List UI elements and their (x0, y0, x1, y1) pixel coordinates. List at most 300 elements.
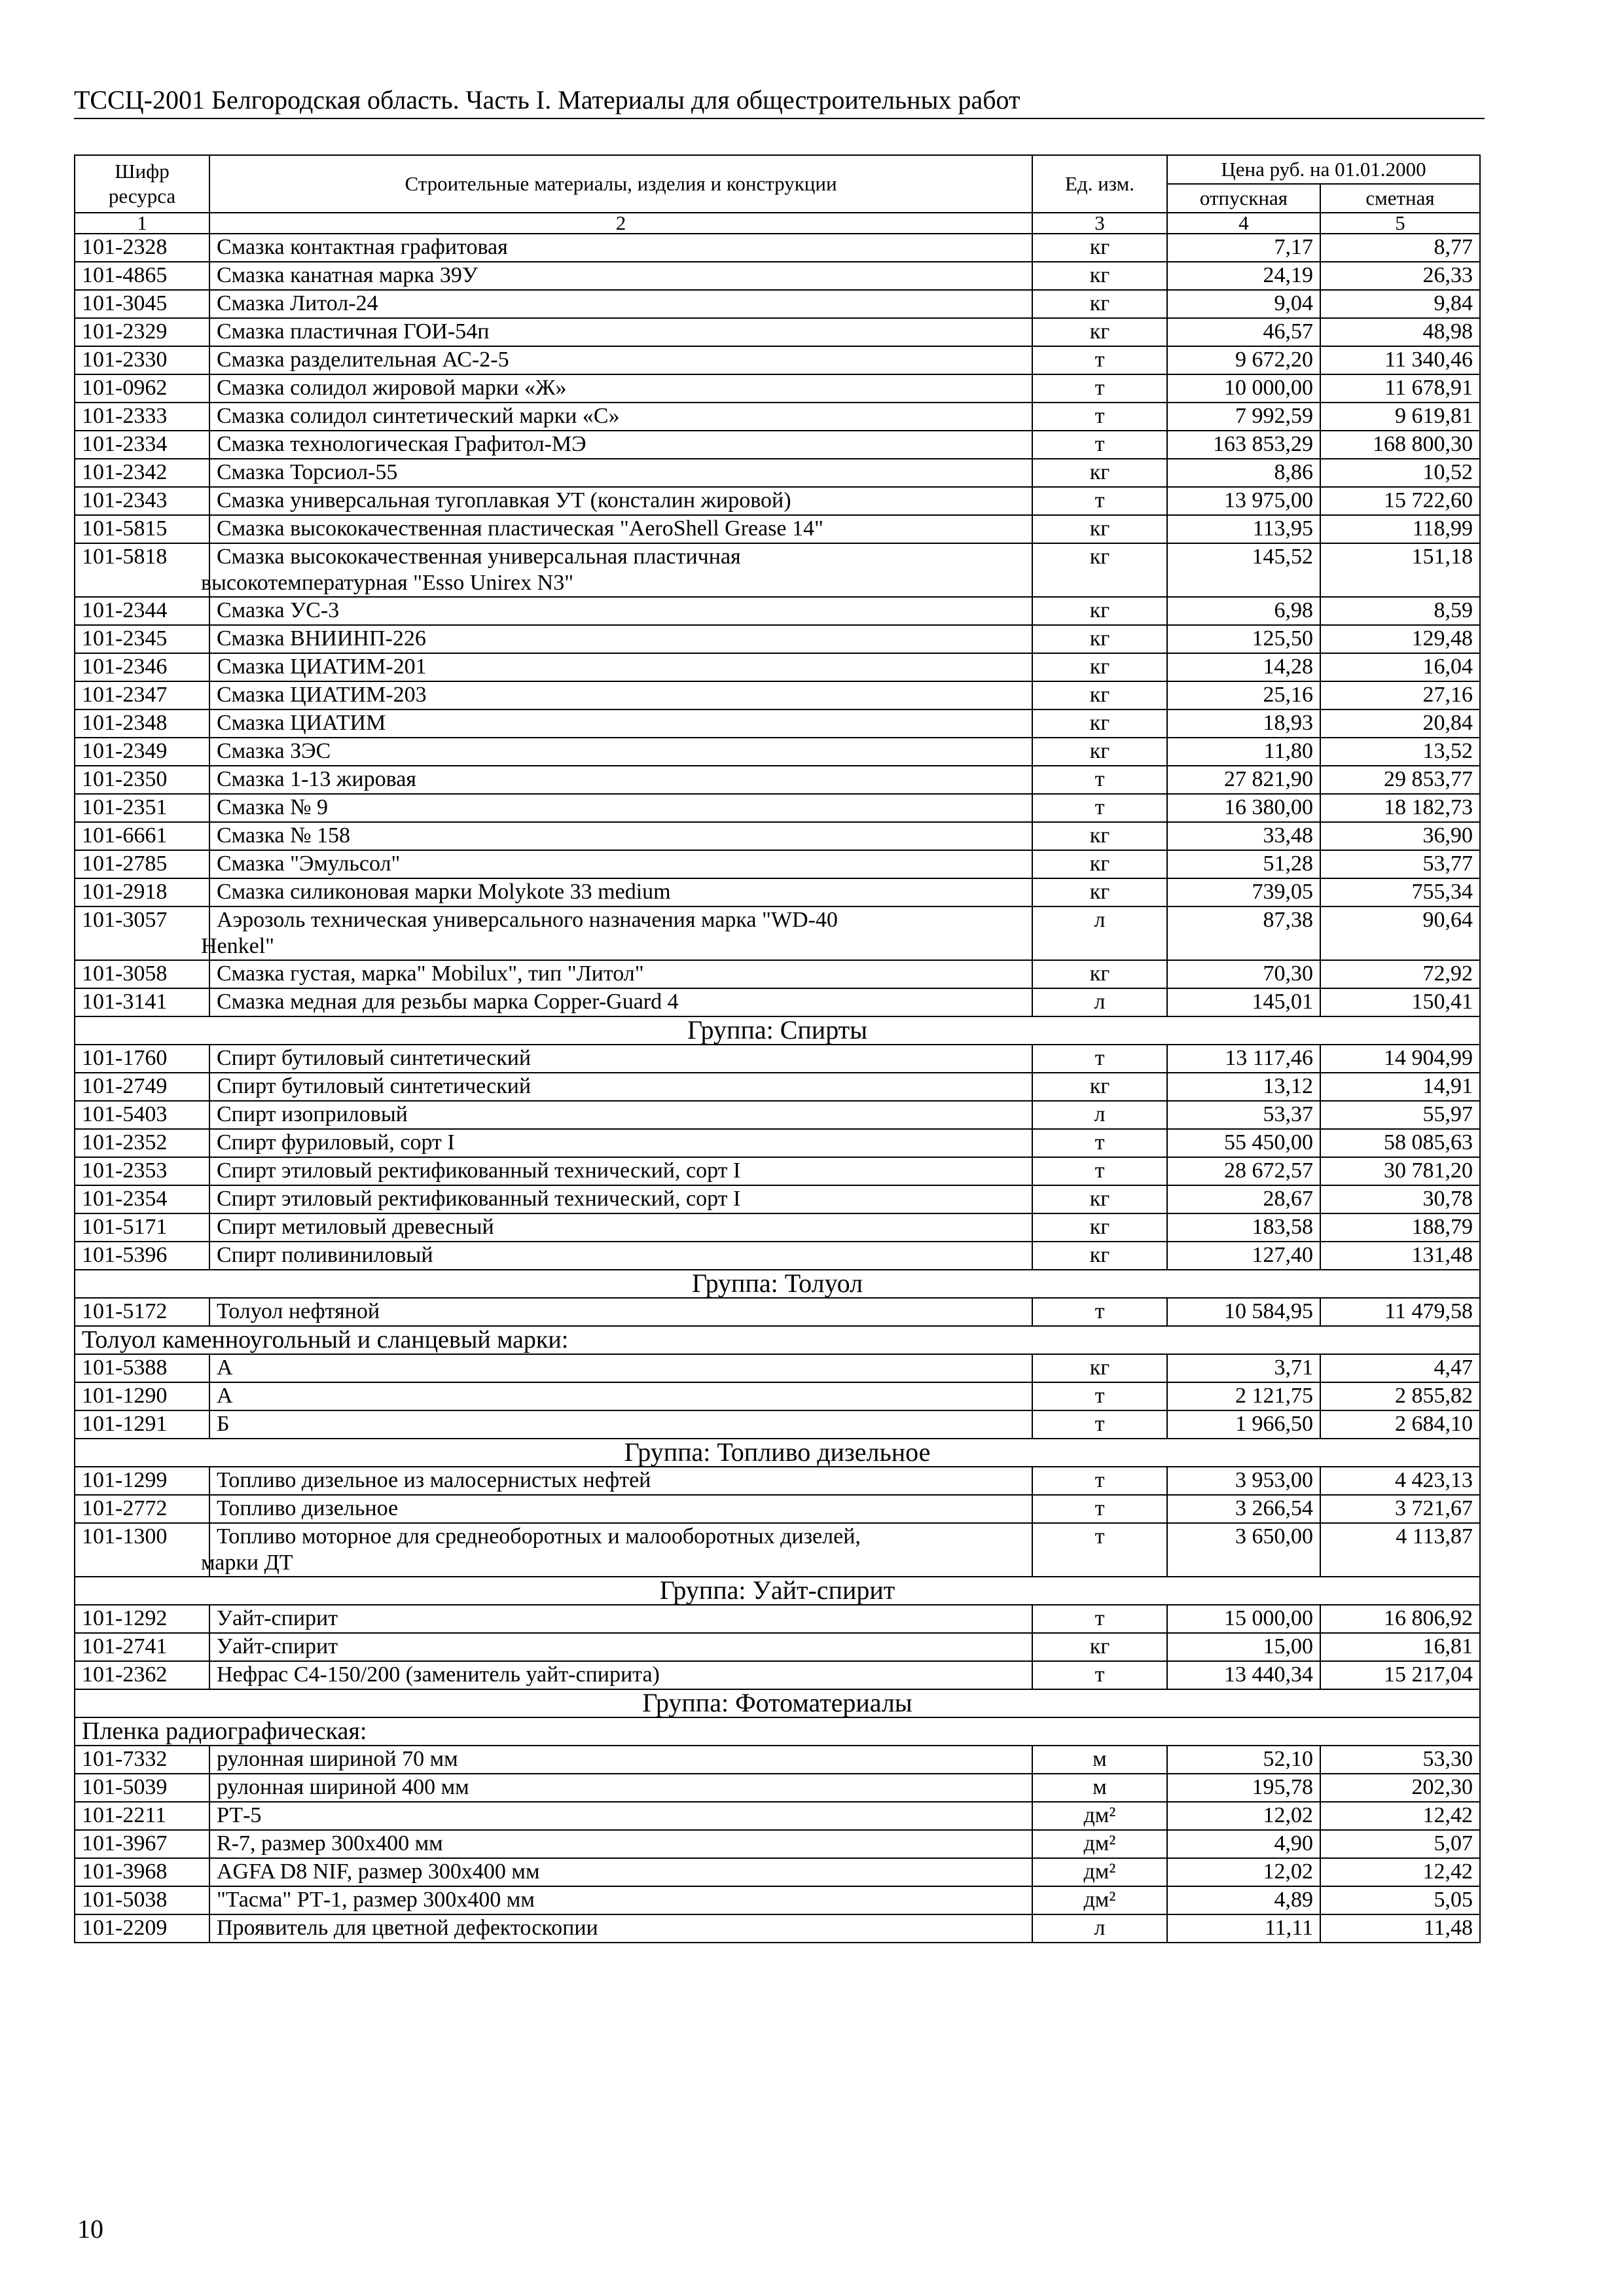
material-name (209, 346, 1032, 374)
table-row (75, 1746, 1480, 1774)
release-price: 46,57 (1167, 318, 1320, 346)
table-row (75, 1467, 1480, 1495)
release-price: 27 821,90 (1167, 766, 1320, 794)
resource-code: 101-5403 (75, 1101, 209, 1129)
release-price: 9,04 (1167, 290, 1320, 318)
table-row (75, 1886, 1480, 1914)
release-price: 24,19 (1167, 262, 1320, 290)
estimate-price: 4 423,13 (1320, 1467, 1480, 1495)
unit-of-measure: кг (1032, 709, 1167, 738)
release-price: 13 117,46 (1167, 1045, 1320, 1073)
estimate-price: 9,84 (1320, 290, 1480, 318)
resource-code: 101-2333 (75, 403, 209, 431)
release-price: 28 672,57 (1167, 1157, 1320, 1185)
estimate-price: 53,30 (1320, 1746, 1480, 1774)
material-name (201, 543, 1032, 597)
unit-of-measure: т (1032, 374, 1167, 403)
material-name (201, 1523, 1032, 1577)
unit-of-measure: кг (1032, 459, 1167, 487)
resource-code: 101-5171 (75, 1213, 209, 1242)
release-price: 13 440,34 (1167, 1661, 1320, 1689)
material-name-line: Толуол нефтяной (217, 1299, 380, 1323)
material-name-line: Смазка ЦИАТИМ-203 (217, 683, 427, 707)
resource-code: 101-5815 (75, 515, 209, 543)
unit-of-measure: дм² (1032, 1830, 1167, 1858)
release-price: 7 992,59 (1167, 403, 1320, 431)
table-row (75, 1242, 1480, 1270)
page-title: ТССЦ-2001 Белгородская область. Часть I. Материалы для общестроительных работ (74, 85, 1020, 115)
estimate-price: 11 340,46 (1320, 346, 1480, 374)
resource-code: 101-2345 (75, 625, 209, 653)
unit-of-measure: т (1032, 1523, 1167, 1577)
estimate-price: 4,47 (1320, 1354, 1480, 1382)
resource-code: 101-1299 (75, 1467, 209, 1495)
unit-of-measure: т (1032, 403, 1167, 431)
table-row (75, 1101, 1480, 1129)
group-title: Группа: Уайт-спирит (75, 1577, 1480, 1605)
material-name (209, 318, 1032, 346)
release-price: 12,02 (1167, 1858, 1320, 1886)
resource-code: 101-1300 (75, 1523, 209, 1577)
estimate-price: 10,52 (1320, 459, 1480, 487)
material-name (209, 1101, 1032, 1129)
material-name-line: R-7, размер 300х400 мм (217, 1831, 443, 1856)
header-name: Строительные материалы, изделия и конструкции (209, 155, 1032, 213)
material-name-line: Смазка ЗЭС (217, 739, 331, 763)
release-price: 1 966,50 (1167, 1410, 1320, 1439)
resource-code: 101-1291 (75, 1410, 209, 1439)
resource-code: 101-5818 (75, 543, 209, 597)
estimate-price: 20,84 (1320, 709, 1480, 738)
unit-of-measure: кг (1032, 234, 1167, 262)
material-name-line: Смазка разделительная АС-2-5 (217, 348, 509, 372)
estimate-price: 755,34 (1320, 878, 1480, 906)
release-price: 145,01 (1167, 988, 1320, 1016)
material-name (209, 374, 1032, 403)
group-title: Группа: Топливо дизельное (75, 1439, 1480, 1467)
material-name-line: Смазка ЦИАТИМ (217, 711, 386, 735)
material-name-line: Уайт-спирит (217, 1634, 338, 1659)
unit-of-measure: кг (1032, 960, 1167, 988)
unit-of-measure: кг (1032, 681, 1167, 709)
material-name (209, 1605, 1032, 1633)
resource-code: 101-2330 (75, 346, 209, 374)
unit-of-measure: т (1032, 1298, 1167, 1326)
estimate-price: 168 800,30 (1320, 431, 1480, 459)
table-row (75, 1045, 1480, 1073)
resource-code: 101-3141 (75, 988, 209, 1016)
material-name (209, 709, 1032, 738)
unit-of-measure: кг (1032, 850, 1167, 878)
release-price: 163 853,29 (1167, 431, 1320, 459)
table-row (75, 318, 1480, 346)
release-price: 2 121,75 (1167, 1382, 1320, 1410)
estimate-price: 53,77 (1320, 850, 1480, 878)
material-name-line: Спирт бутиловый синтетический (217, 1074, 532, 1098)
unit-of-measure: т (1032, 431, 1167, 459)
release-price: 4,89 (1167, 1886, 1320, 1914)
resource-code: 101-2352 (75, 1129, 209, 1157)
release-price: 11,11 (1167, 1914, 1320, 1943)
release-price: 183,58 (1167, 1213, 1320, 1242)
unit-of-measure: кг (1032, 653, 1167, 681)
table-row (75, 1073, 1480, 1101)
material-name-line: А (217, 1384, 233, 1408)
material-name-line: "Тасма" РТ-1, размер 300х400 мм (217, 1888, 535, 1912)
table-row (75, 1523, 1480, 1577)
material-name (209, 1410, 1032, 1439)
material-name-line: Нефрас С4-150/200 (заменитель уайт-спирита) (217, 1662, 660, 1687)
unit-of-measure: кг (1032, 1242, 1167, 1270)
unit-of-measure: т (1032, 1382, 1167, 1410)
release-price: 18,93 (1167, 709, 1320, 738)
group-header-row (75, 1439, 1480, 1467)
resource-code: 101-2350 (75, 766, 209, 794)
table-row (75, 1382, 1480, 1410)
material-name-line: Смазка Торсиол-55 (217, 460, 398, 484)
estimate-price: 16 806,92 (1320, 1605, 1480, 1633)
table-row (75, 738, 1480, 766)
resource-code: 101-1760 (75, 1045, 209, 1073)
unit-of-measure: т (1032, 1045, 1167, 1073)
unit-of-measure: дм² (1032, 1802, 1167, 1830)
material-name (209, 1467, 1032, 1495)
release-price: 33,48 (1167, 822, 1320, 850)
estimate-price: 188,79 (1320, 1213, 1480, 1242)
resource-code: 101-2353 (75, 1157, 209, 1185)
material-name (209, 738, 1032, 766)
table-row (75, 290, 1480, 318)
release-price: 125,50 (1167, 625, 1320, 653)
release-price: 25,16 (1167, 681, 1320, 709)
unit-of-measure: кг (1032, 318, 1167, 346)
unit-of-measure: кг (1032, 515, 1167, 543)
material-name-line: Смазка медная для резьбы марка Copper-Guard 4 (217, 990, 679, 1014)
resource-code: 101-1290 (75, 1382, 209, 1410)
release-price: 4,90 (1167, 1830, 1320, 1858)
estimate-price: 30 781,20 (1320, 1157, 1480, 1185)
column-number: 3 (1032, 213, 1167, 234)
table-row (75, 822, 1480, 850)
resource-code: 101-2918 (75, 878, 209, 906)
table-row (75, 1858, 1480, 1886)
material-name-line: Смазка высококачественная универсальная пластичная (217, 545, 741, 569)
release-price: 53,37 (1167, 1101, 1320, 1129)
resource-code: 101-3058 (75, 960, 209, 988)
release-price: 113,95 (1167, 515, 1320, 543)
resource-code: 101-1292 (75, 1605, 209, 1633)
estimate-price: 36,90 (1320, 822, 1480, 850)
material-name (209, 1858, 1032, 1886)
estimate-price: 11,48 (1320, 1914, 1480, 1943)
title-divider (74, 118, 1485, 119)
material-name (209, 234, 1032, 262)
unit-of-measure: м (1032, 1746, 1167, 1774)
resource-code: 101-2741 (75, 1633, 209, 1661)
table-row (75, 906, 1480, 960)
material-name (209, 878, 1032, 906)
page-number: 10 (77, 2214, 103, 2244)
material-name-line: Смазка универсальная тугоплавкая УТ (консталин жировой) (217, 488, 791, 512)
material-name-line: РТ-5 (217, 1803, 262, 1827)
material-name-line: Смазка силиконовая марки Molykote 33 medium (217, 880, 671, 904)
group-header-row (75, 1016, 1480, 1045)
material-name-line: Спирт изоприловый (217, 1102, 408, 1126)
table-row (75, 681, 1480, 709)
material-name (209, 653, 1032, 681)
resource-code: 101-5039 (75, 1774, 209, 1802)
material-name (209, 1914, 1032, 1943)
unit-of-measure: кг (1032, 625, 1167, 653)
resource-code: 101-2749 (75, 1073, 209, 1101)
subgroup-row (75, 1326, 1480, 1354)
estimate-price: 16,04 (1320, 653, 1480, 681)
unit-of-measure: кг (1032, 1633, 1167, 1661)
material-name (209, 1213, 1032, 1242)
material-name (209, 1129, 1032, 1157)
resource-code: 101-5172 (75, 1298, 209, 1326)
material-name-line: Проявитель для цветной дефектоскопии (217, 1916, 598, 1940)
table-row (75, 1495, 1480, 1523)
column-number: 2 (209, 213, 1032, 234)
release-price: 6,98 (1167, 597, 1320, 625)
material-name-line: Аэрозоль техническая универсального назначения марка "WD-40 (217, 908, 838, 932)
estimate-price: 12,42 (1320, 1802, 1480, 1830)
group-title: Группа: Спирты (75, 1016, 1480, 1045)
estimate-price: 3 721,67 (1320, 1495, 1480, 1523)
material-name (209, 850, 1032, 878)
estimate-price: 129,48 (1320, 625, 1480, 653)
estimate-price: 27,16 (1320, 681, 1480, 709)
table-row (75, 1661, 1480, 1689)
release-price: 12,02 (1167, 1802, 1320, 1830)
material-name (209, 515, 1032, 543)
material-name (209, 1802, 1032, 1830)
release-price: 13 975,00 (1167, 487, 1320, 515)
table-row (75, 1185, 1480, 1213)
estimate-price: 2 684,10 (1320, 1410, 1480, 1439)
unit-of-measure: т (1032, 1157, 1167, 1185)
material-name-line: Смазка № 158 (217, 823, 351, 848)
estimate-price: 9 619,81 (1320, 403, 1480, 431)
table-row (75, 487, 1480, 515)
resource-code: 101-2328 (75, 234, 209, 262)
material-name (201, 906, 1032, 960)
resource-code: 101-0962 (75, 374, 209, 403)
header-release: отпускная (1167, 184, 1320, 213)
group-title: Группа: Толуол (75, 1270, 1480, 1298)
subgroup-row (75, 1717, 1480, 1746)
table-row (75, 262, 1480, 290)
unit-of-measure: т (1032, 1410, 1167, 1439)
table-row (75, 1213, 1480, 1242)
resource-code: 101-2211 (75, 1802, 209, 1830)
resource-code: 101-7332 (75, 1746, 209, 1774)
material-name (209, 262, 1032, 290)
material-name-line: Смазка канатная марка 39У (217, 263, 478, 287)
material-name-line: Смазка УС-3 (217, 598, 340, 622)
material-name (209, 1746, 1032, 1774)
estimate-price: 14 904,99 (1320, 1045, 1480, 1073)
price-table (74, 154, 1481, 1943)
table-row (75, 878, 1480, 906)
unit-of-measure: кг (1032, 1354, 1167, 1382)
estimate-price: 5,07 (1320, 1830, 1480, 1858)
table-row (75, 234, 1480, 262)
material-name-line: Уайт-спирит (217, 1606, 338, 1630)
resource-code: 101-2362 (75, 1661, 209, 1689)
unit-of-measure: т (1032, 766, 1167, 794)
material-name-line: Спирт поливиниловый (217, 1243, 433, 1267)
release-price: 70,30 (1167, 960, 1320, 988)
unit-of-measure: л (1032, 1914, 1167, 1943)
estimate-price: 12,42 (1320, 1858, 1480, 1886)
material-name (209, 1354, 1032, 1382)
unit-of-measure: т (1032, 1129, 1167, 1157)
release-price: 195,78 (1167, 1774, 1320, 1802)
release-price: 13,12 (1167, 1073, 1320, 1101)
group-title: Группа: Фотоматериалы (75, 1689, 1480, 1717)
material-name-line: рулонная шириной 70 мм (217, 1747, 458, 1771)
material-name (209, 1830, 1032, 1858)
resource-code: 101-2342 (75, 459, 209, 487)
table-row (75, 988, 1480, 1016)
table-row (75, 1914, 1480, 1943)
estimate-price: 58 085,63 (1320, 1129, 1480, 1157)
material-name-line: Топливо моторное для среднеоборотных и малооборотных дизелей, (217, 1524, 861, 1549)
material-name-line: Спирт этиловый ректификованный технический, сорт I (217, 1158, 741, 1183)
material-name-line: Смазка высококачественная пластическая "AeroShell Grease 14" (217, 516, 823, 541)
material-name (209, 1185, 1032, 1213)
unit-of-measure: кг (1032, 1185, 1167, 1213)
estimate-price: 16,81 (1320, 1633, 1480, 1661)
estimate-price: 13,52 (1320, 738, 1480, 766)
header-code: Шифр ресурса (75, 155, 209, 213)
estimate-price: 11 678,91 (1320, 374, 1480, 403)
material-name (209, 681, 1032, 709)
estimate-price: 131,48 (1320, 1242, 1480, 1270)
table-row (75, 543, 1480, 597)
release-price: 16 380,00 (1167, 794, 1320, 822)
material-name (209, 1382, 1032, 1410)
resource-code: 101-5388 (75, 1354, 209, 1382)
release-price: 10 584,95 (1167, 1298, 1320, 1326)
table-row (75, 1410, 1480, 1439)
release-price: 145,52 (1167, 543, 1320, 597)
unit-of-measure: л (1032, 1101, 1167, 1129)
release-price: 52,10 (1167, 1746, 1320, 1774)
unit-of-measure: кг (1032, 738, 1167, 766)
material-name (209, 1633, 1032, 1661)
table-row (75, 1633, 1480, 1661)
material-name (209, 766, 1032, 794)
table-row (75, 597, 1480, 625)
material-name-line: Смазка ЦИАТИМ-201 (217, 655, 427, 679)
material-name-line: марки ДТ (201, 1551, 293, 1575)
release-price: 28,67 (1167, 1185, 1320, 1213)
unit-of-measure: кг (1032, 1073, 1167, 1101)
estimate-price: 202,30 (1320, 1774, 1480, 1802)
material-name-line: Смазка № 9 (217, 795, 329, 819)
table-row (75, 1802, 1480, 1830)
estimate-price: 4 113,87 (1320, 1523, 1480, 1577)
estimate-price: 2 855,82 (1320, 1382, 1480, 1410)
column-number: 1 (75, 213, 209, 234)
resource-code: 101-2354 (75, 1185, 209, 1213)
table-row (75, 515, 1480, 543)
table-row (75, 1354, 1480, 1382)
material-name-line: Б (217, 1412, 230, 1436)
table-row (75, 1298, 1480, 1326)
release-price: 14,28 (1167, 653, 1320, 681)
resource-code: 101-5396 (75, 1242, 209, 1270)
unit-of-measure: т (1032, 794, 1167, 822)
material-name-line: Смазка 1-13 жировая (217, 767, 416, 791)
estimate-price: 15 722,60 (1320, 487, 1480, 515)
resource-code: 101-2348 (75, 709, 209, 738)
unit-of-measure: т (1032, 1605, 1167, 1633)
material-name-line: Спирт этиловый ректификованный технический, сорт I (217, 1187, 741, 1211)
material-name (209, 459, 1032, 487)
release-price: 739,05 (1167, 878, 1320, 906)
resource-code: 101-2347 (75, 681, 209, 709)
table-row (75, 459, 1480, 487)
resource-code: 101-2346 (75, 653, 209, 681)
unit-of-measure: л (1032, 906, 1167, 960)
material-name (209, 1298, 1032, 1326)
unit-of-measure: дм² (1032, 1886, 1167, 1914)
unit-of-measure: кг (1032, 597, 1167, 625)
table-row (75, 850, 1480, 878)
table-row (75, 794, 1480, 822)
unit-of-measure: м (1032, 1774, 1167, 1802)
material-name (209, 960, 1032, 988)
release-price: 3 266,54 (1167, 1495, 1320, 1523)
resource-code: 101-2343 (75, 487, 209, 515)
material-name (209, 822, 1032, 850)
unit-of-measure: дм² (1032, 1858, 1167, 1886)
release-price: 55 450,00 (1167, 1129, 1320, 1157)
material-name-line: Смазка контактная графитовая (217, 235, 508, 259)
table-row (75, 403, 1480, 431)
estimate-price: 5,05 (1320, 1886, 1480, 1914)
estimate-price: 11 479,58 (1320, 1298, 1480, 1326)
material-name (209, 988, 1032, 1016)
material-name-line: Смазка "Эмульсол" (217, 852, 401, 876)
table-row (75, 625, 1480, 653)
material-name-line: Спирт бутиловый синтетический (217, 1046, 532, 1070)
unit-of-measure: кг (1032, 543, 1167, 597)
unit-of-measure: т (1032, 487, 1167, 515)
estimate-price: 15 217,04 (1320, 1661, 1480, 1689)
table-row (75, 1129, 1480, 1157)
resource-code: 101-2344 (75, 597, 209, 625)
material-name-line: Смазка технологическая Графитол-МЭ (217, 432, 586, 456)
table-body (75, 234, 1480, 1943)
estimate-price: 151,18 (1320, 543, 1480, 597)
estimate-price: 118,99 (1320, 515, 1480, 543)
release-price: 8,86 (1167, 459, 1320, 487)
material-name-line: Спирт фуриловый, сорт I (217, 1130, 455, 1155)
table-row (75, 1157, 1480, 1185)
material-name-line: Henkel" (201, 934, 275, 958)
material-name (209, 487, 1032, 515)
release-price: 3,71 (1167, 1354, 1320, 1382)
resource-code: 101-2772 (75, 1495, 209, 1523)
material-name (209, 1886, 1032, 1914)
resource-code: 101-3967 (75, 1830, 209, 1858)
resource-code: 101-2785 (75, 850, 209, 878)
